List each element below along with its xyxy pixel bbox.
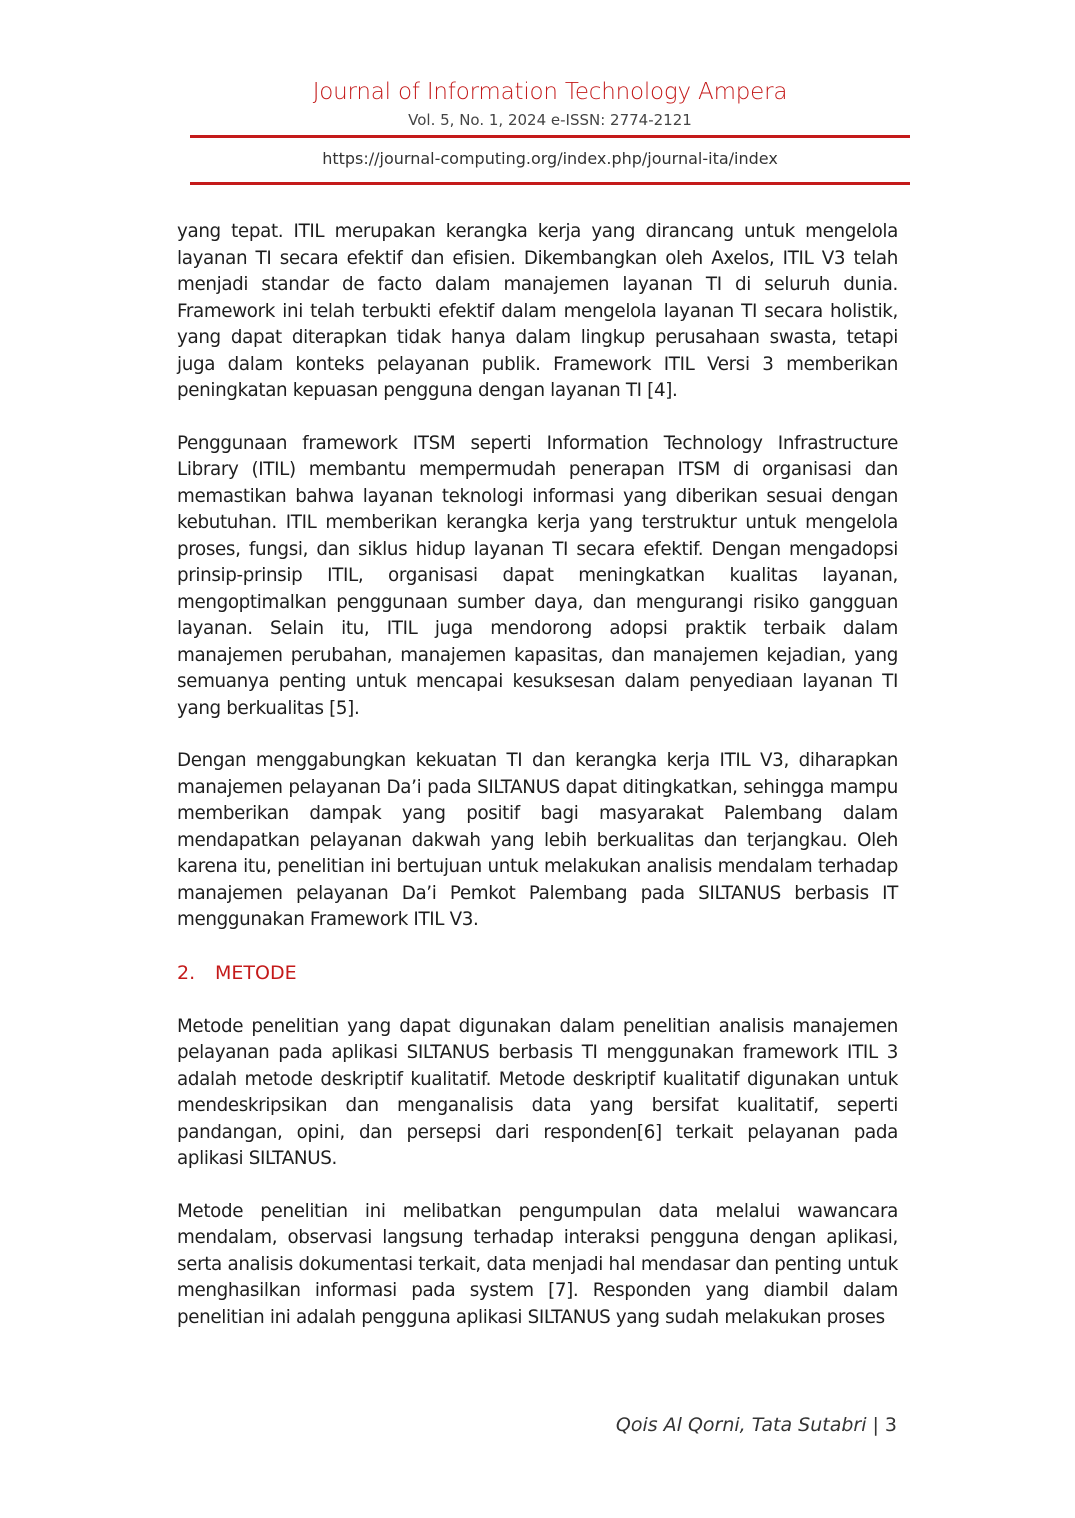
page-footer bbox=[616, 1414, 897, 1436]
paragraph: yang tepat. ITIL merupakan kerangka kerja yang dirancang untuk mengelola layanan TI secara efektif dan efisien. Dikembangkan oleh Axelos, ITIL V3 telah menjadi standar de facto dalam manajemen layanan TI di seluruh dunia. Framework ini telah terbukti efektif dalam mengelola layanan TI secara holistik, yang dapat diterapkan tidak hanya dalam lingkup perusahaan swasta, tetapi juga dalam konteks pelayanan publik. Framework ITIL Versi 3 memberikan peningkatan kepuasan pengguna dengan layanan TI [4]. bbox=[177, 221, 898, 401]
page-body bbox=[177, 219, 898, 1357]
header-rule-top bbox=[190, 135, 910, 138]
header-rule-bottom bbox=[190, 182, 910, 185]
section-heading bbox=[177, 960, 898, 986]
section-title: METODE bbox=[215, 961, 297, 984]
journal-header bbox=[190, 76, 910, 130]
page-number: 3 bbox=[884, 1414, 897, 1436]
footer-separator: | bbox=[872, 1414, 879, 1436]
section-number: 2. bbox=[177, 961, 196, 984]
paragraph: Penggunaan framework ITSM seperti Information Technology Infrastructure Library (ITIL) membantu mempermudah penerapan ITSM di organisasi dan memastikan bahwa layanan teknologi informasi yang diberikan sesuai dengan kebutuhan. ITIL memberikan kerangka kerja yang terstruktur untuk mengelola proses, fungsi, dan siklus hidup layanan TI secara efektif. Dengan mengadopsi prinsip-prinsip ITIL, organisasi dapat meningkatkan kualitas layanan, mengoptimalkan penggunaan sumber daya, dan mengurangi risiko gangguan layanan. Selain itu, ITIL juga mendorong adopsi praktik terbaik dalam manajemen perubahan, manajemen kapasitas, dan manajemen kejadian, yang semuanya penting untuk mencapai kesuksesan dalam penyediaan layanan TI yang berkualitas [5]. bbox=[177, 432, 898, 719]
paragraph: Metode penelitian yang dapat digunakan dalam penelitian analisis manajemen pelayanan pada aplikasi SILTANUS berbasis TI menggunakan framework ITIL 3 adalah metode deskriptif kualitatif. Metode deskriptif kualitatif digunakan untuk mendeskripsikan dan menganalisis data yang bersifat kualitatif, seperti pandangan, opini, dan persepsi dari responden[6] terkait pelayanan pada aplikasi SILTANUS. bbox=[177, 1015, 898, 1169]
journal-title: Journal of Information Technology Ampera bbox=[312, 79, 788, 105]
paragraph: Metode penelitian ini melibatkan pengumpulan data melalui wawancara mendalam, observasi langsung terhadap interaksi pengguna dengan aplikasi, serta analisis dokumentasi terkait, data menjadi hal mendasar dan penting untuk menghasilkan informasi pada system [7]. Responden yang diambil dalam penelitian ini adalah pengguna aplikasi SILTANUS yang sudah melakukan proses bbox=[177, 1200, 898, 1328]
footer-authors: Qois Al Qorni, Tata Sutabri bbox=[615, 1414, 867, 1436]
journal-volume: Vol. 5, No. 1, 2024 e-ISSN: 2774-2121 bbox=[408, 111, 692, 129]
paragraph: Dengan menggabungkan kekuatan TI dan kerangka kerja ITIL V3, diharapkan manajemen pelayanan Da’i pada SILTANUS dapat ditingkatkan, sehingga mampu memberikan dampak yang positif bagi masyarakat Palembang dalam mendapatkan pelayanan dakwah yang lebih berkualitas dan terjangkau. Oleh karena itu, penelitian ini bertujuan untuk melakukan analisis mendalam terhadap manajemen pelayanan Da’i Pemkot Palembang pada SILTANUS berbasis IT menggunakan Framework ITIL V3. bbox=[177, 750, 898, 930]
journal-url[interactable]: https://journal-computing.org/index.php/journal-ita/index bbox=[322, 149, 778, 168]
